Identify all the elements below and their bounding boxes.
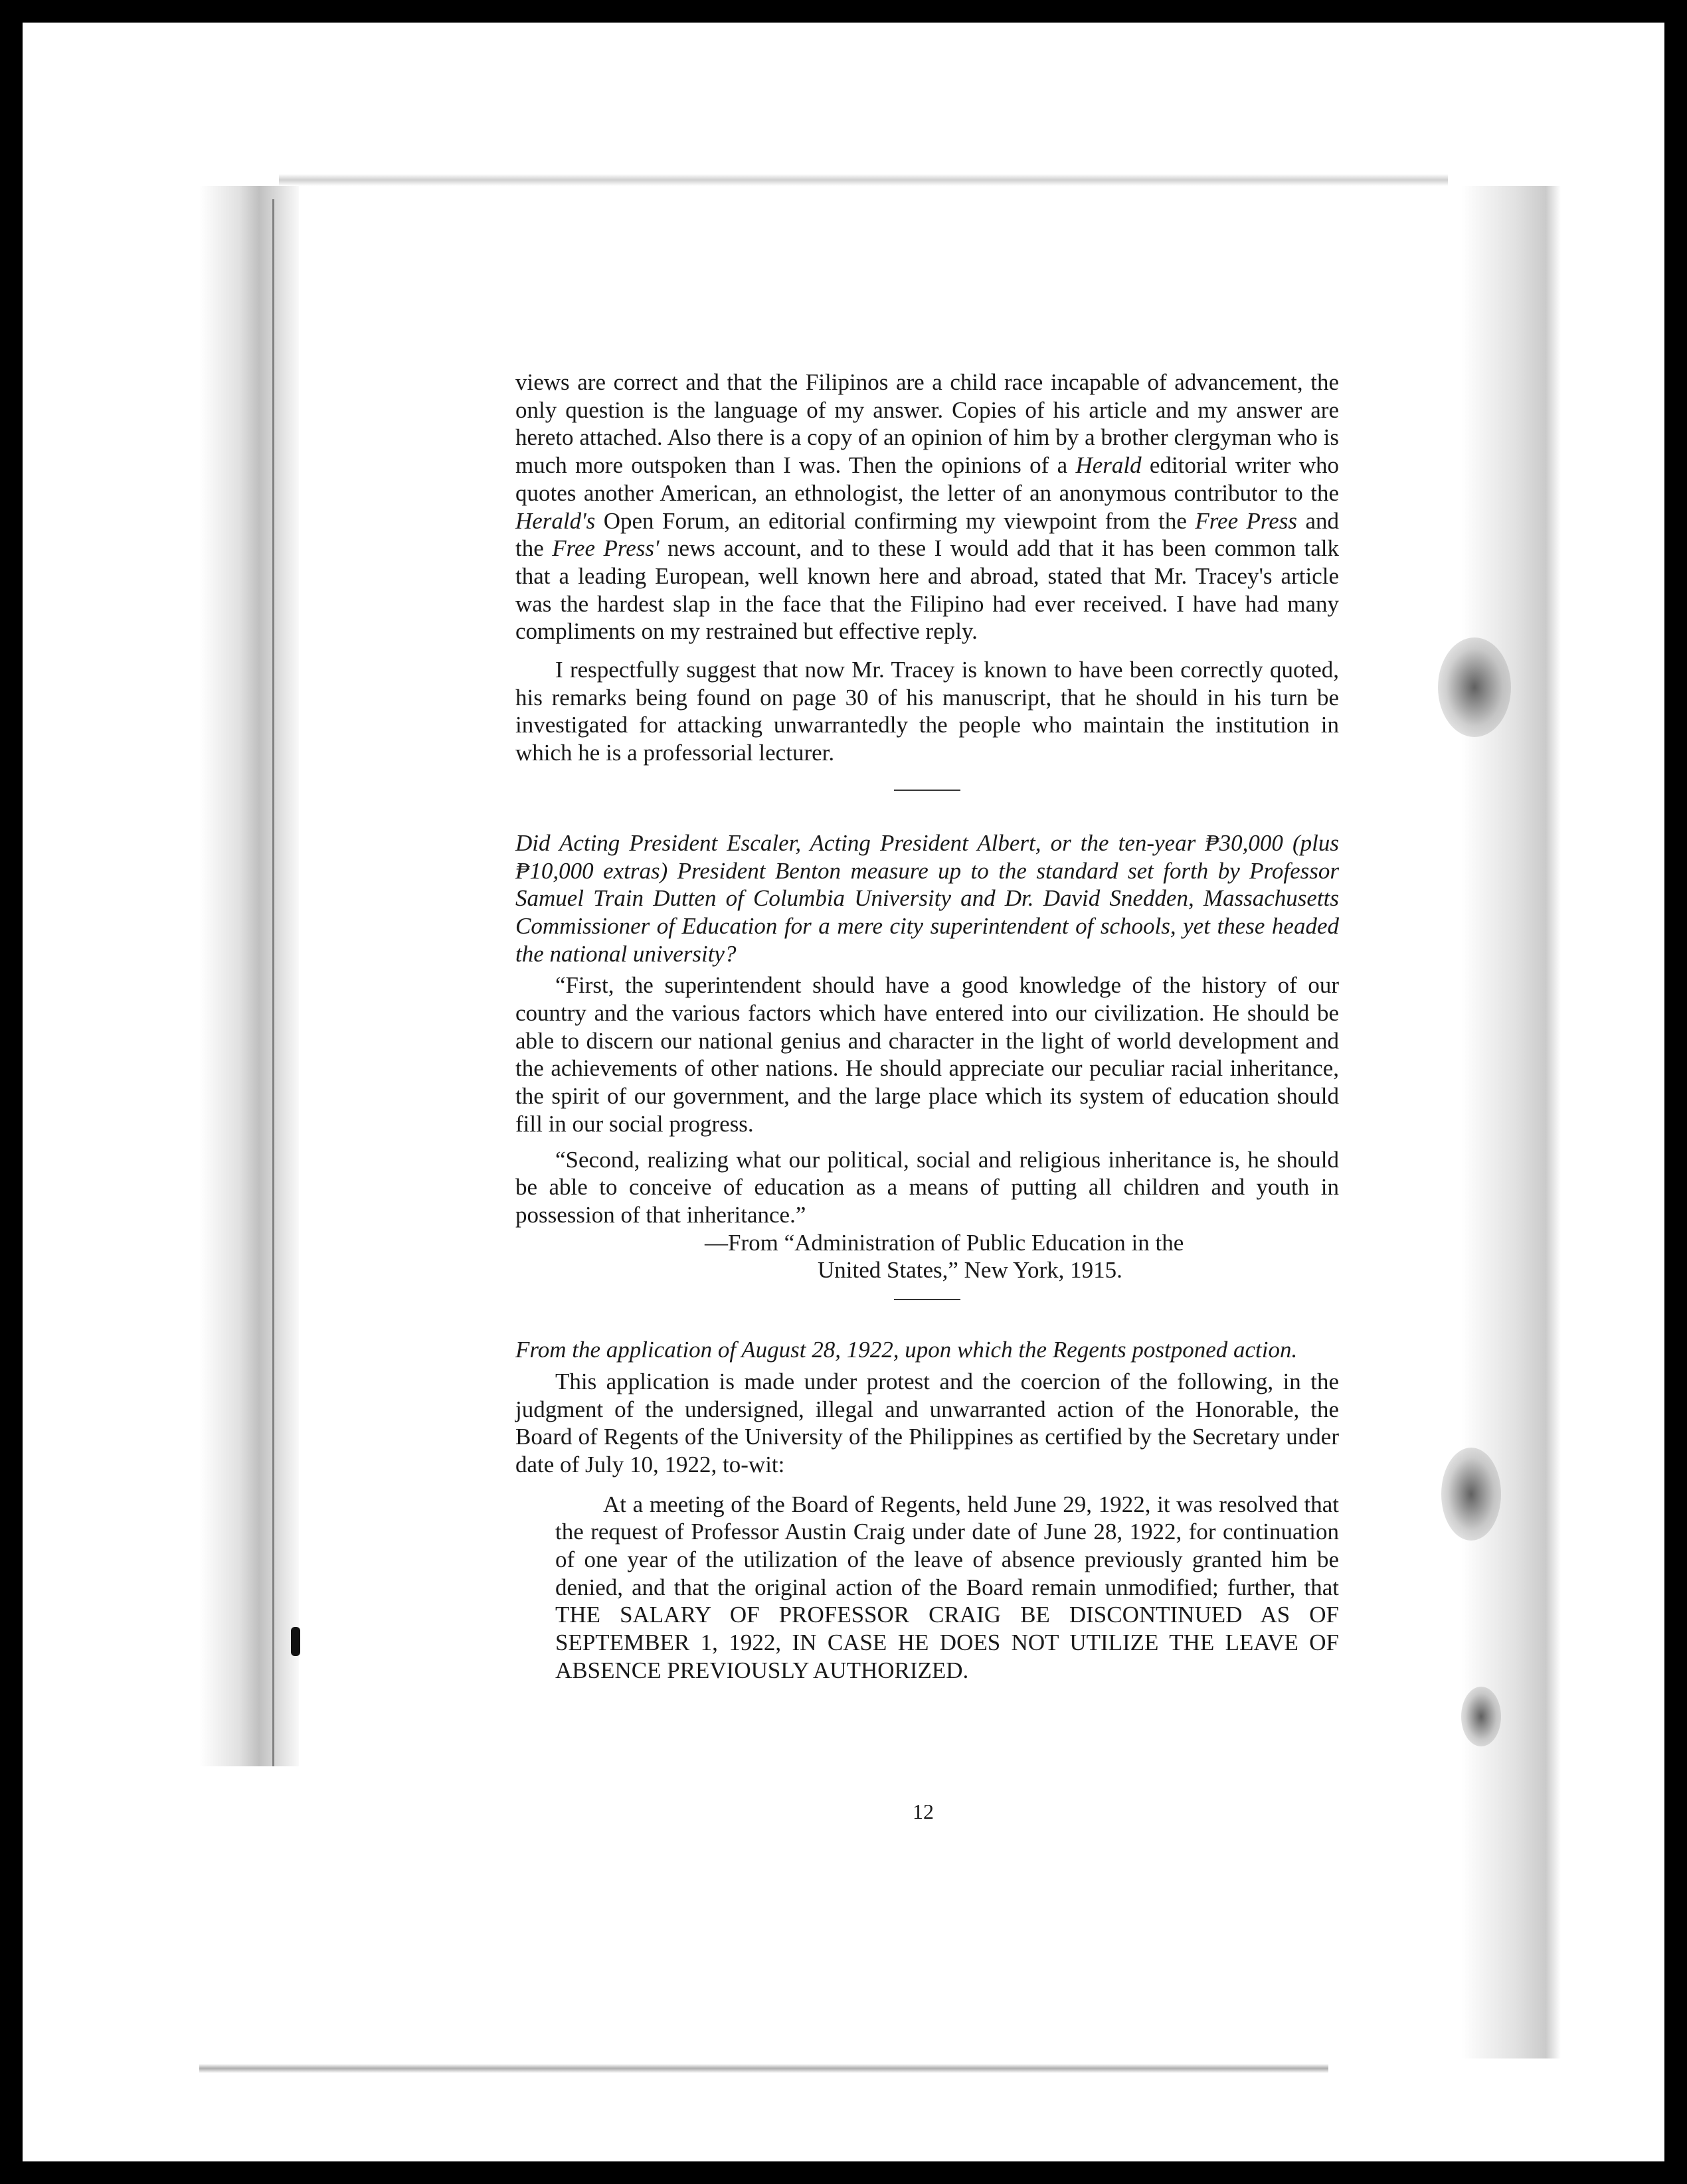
application-paragraph: This application is made under protest and the coercion of the following, in the judgment of the undersigned, illegal and unwarranted action of the Honorable, the Board of Regents of the University of the Philippines as certified by the Secretary under date of July 10, 1922, to-wit: <box>515 1368 1339 1477</box>
text-run: news account, and to these I would add that it has been common talk that a leading European, well known here and abroad, stated that Mr. Tracey's article was the hardest slap in the face that the Filipino had ever received. I have had many compliments on my restrained but effective reply. <box>515 535 1339 645</box>
page-left-edge-shadow <box>199 186 299 1766</box>
text-run: views are correct and that the Filipinos are a child race incapable of advancement, the only question is the language of my answer. Copies of his article and my answer are hereto attached. Also there is a copy of an opinion of him by a brother clergyman who is much more outspoken than I was. Then the opinions of a <box>515 369 1339 479</box>
stain-mark <box>1438 637 1511 737</box>
application-heading: From the application of August 28, 1922, upon which the Regents postponed action. <box>515 1337 1298 1363</box>
free-press-title: Free Press' <box>552 535 660 562</box>
paragraph-suggestion: I respectfully suggest that now Mr. Tracey is known to have been correctly quoted, his remarks being found on page 30 of his manuscript, that he should in his turn be investigated for attacking unwarrantedly the people who maintain the institution in which he is a professorial lecturer. <box>515 657 1339 766</box>
binding-mark <box>291 1627 300 1656</box>
quote-attribution-line-2: United States,” New York, 1915. <box>818 1257 1122 1284</box>
page-bottom-edge <box>199 2064 1328 2073</box>
section-divider <box>894 790 960 791</box>
stain-mark <box>1461 1687 1501 1746</box>
page-right-edge-shadow <box>1461 186 1561 2058</box>
text-run: Open Forum, an editorial confirming my viewpoint from the <box>603 507 1187 534</box>
paragraph-tracey-article <box>515 369 1339 645</box>
quote-first: “First, the superintendent should have a good knowledge of the history of our country and the various factors which have entered into our civilization. He should be able to discern our national genius and character in the light of world development and the achievements of other nations. He should appreciate our peculiar racial inheritance, the spirit of our government, and the large place which its system of education should fill in our social progress. <box>515 972 1339 1137</box>
page-top-edge <box>279 174 1448 186</box>
text-run: and the <box>515 507 1340 562</box>
regents-resolution-quote: At a meeting of the Board of Regents, held June 29, 1922, it was resolved that the request of Professor Austin Craig under date of June 28, 1922, for continuation of one year of the utilization of the leave of absence previously granted him be denied, and that the original action of the Board remain unmodified; further, that THE SALARY OF PROFESSOR CRAIG BE DISCONTINUED AS OF SEPTEMBER 1, 1922, IN CASE HE DOES NOT UTILIZE THE LEAVE OF ABSENCE PREVIOUSLY AUTHORIZED. <box>555 1491 1339 1683</box>
page-number: 12 <box>913 1800 934 1823</box>
text-run: editorial writer who quotes another American, an ethnologist, the letter of an anonymous contributor to the <box>515 452 1340 506</box>
page-left-edge-line <box>272 199 274 1766</box>
herald-title: Herald's <box>515 507 596 534</box>
section-divider <box>894 1299 960 1300</box>
stain-mark <box>1441 1448 1501 1541</box>
page-body <box>515 369 1339 1685</box>
quote-second: “Second, realizing what our political, social and religious inheritance is, he should be able to conceive of education as a means of putting all children and youth in possession of that inheritance.” <box>515 1146 1339 1228</box>
free-press-title: Free Press <box>1195 507 1298 534</box>
question-heading: Did Acting President Escaler, Acting President Albert, or the ten-year ₱30,000 (plus ₱10,000 extras) President Benton measure up to the standard set forth by Professor Samuel Train Dutten of Columbia University and Dr. David Snedden, Massachusetts Commissioner of Education for a mere city superintendent of schools, yet these headed the national university? <box>515 829 1339 967</box>
herald-title: Herald <box>1075 452 1142 479</box>
quote-attribution-line-1: —From “Administration of Public Education in the <box>705 1229 1184 1256</box>
